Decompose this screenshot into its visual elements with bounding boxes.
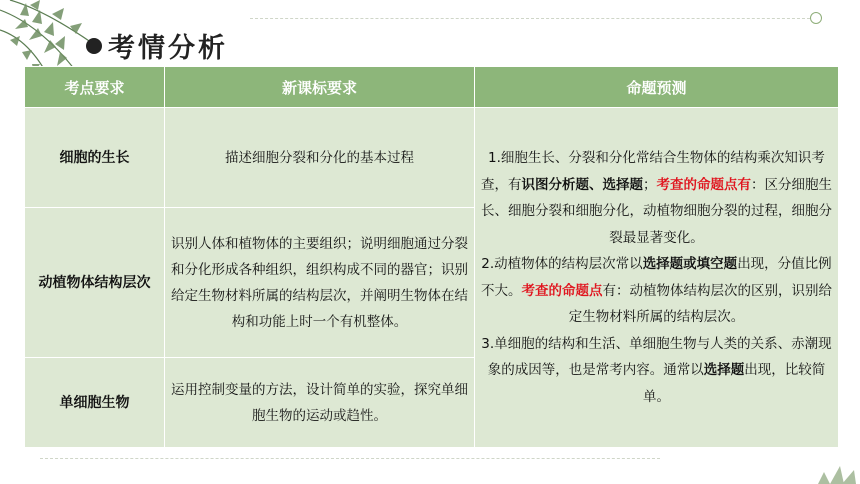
leaf-decoration-icon: [770, 444, 860, 484]
prediction-text: 2.动植物体的结构层次常以: [481, 256, 643, 272]
header-requirement: 新课标要求: [165, 67, 475, 108]
prediction-highlight: 考查的命题点: [521, 282, 603, 299]
prediction-text: 出现，分值比例不大。: [481, 256, 832, 299]
prediction-text: ：区分细胞生长、细胞分裂和细胞分化，动植物细胞分裂的过程，细胞分裂最显著变化。: [481, 176, 832, 246]
prediction-text: 有：动植物体结构层次的区别，识别给定生物材料所属的结构层次。: [568, 282, 832, 325]
table-row: [25, 108, 839, 208]
prediction-bold: 选择题或填空题: [642, 256, 738, 272]
bottom-dashed-divider: [40, 458, 660, 459]
prediction-text: 3.单细胞的结构和生活、单细胞生物与人类的关系、赤潮现象的成因等，也是常考内容。通常以: [481, 335, 832, 378]
topic-cell: 单细胞生物: [25, 358, 165, 448]
table-header-row: [25, 67, 839, 108]
requirement-cell: 识别人体和植物体的主要组织；说明细胞通过分裂和分化形成各种组织，组织构成不同的器官；识别给定生物材料所属的结构层次，并阐明生物体在结构和功能上时一个有机整体。: [165, 208, 475, 358]
requirement-cell: 运用控制变量的方法，设计简单的实验，探究单细胞生物的运动或趋性。: [165, 358, 475, 448]
requirement-cell: 描述细胞分裂和分化的基本过程: [165, 108, 475, 208]
prediction-bold: 识图分析题、选择题: [521, 176, 643, 193]
header-prediction: 命题预测: [475, 67, 839, 108]
prediction-bold: 选择题: [703, 362, 745, 378]
header-topic: 考点要求: [25, 67, 165, 108]
top-dashed-divider: [250, 18, 810, 19]
topic-cell: 动植物体结构层次: [25, 208, 165, 358]
page-title: 考情分析: [108, 33, 228, 64]
prediction-text: 1.细胞生长、分裂和分化常结合生物体的结构乘次知识考查，有: [481, 150, 825, 193]
prediction-highlight: 考查的命题点有: [656, 176, 751, 193]
section-title: [86, 26, 228, 65]
circle-decoration-icon: [810, 12, 822, 24]
prediction-cell: [475, 108, 839, 448]
topic-cell: 细胞的生长: [25, 108, 165, 208]
title-bullet-icon: [86, 38, 102, 54]
prediction-text: ；: [643, 176, 657, 193]
analysis-table: [24, 66, 839, 448]
prediction-text: 出现，比较简单。: [643, 362, 826, 405]
